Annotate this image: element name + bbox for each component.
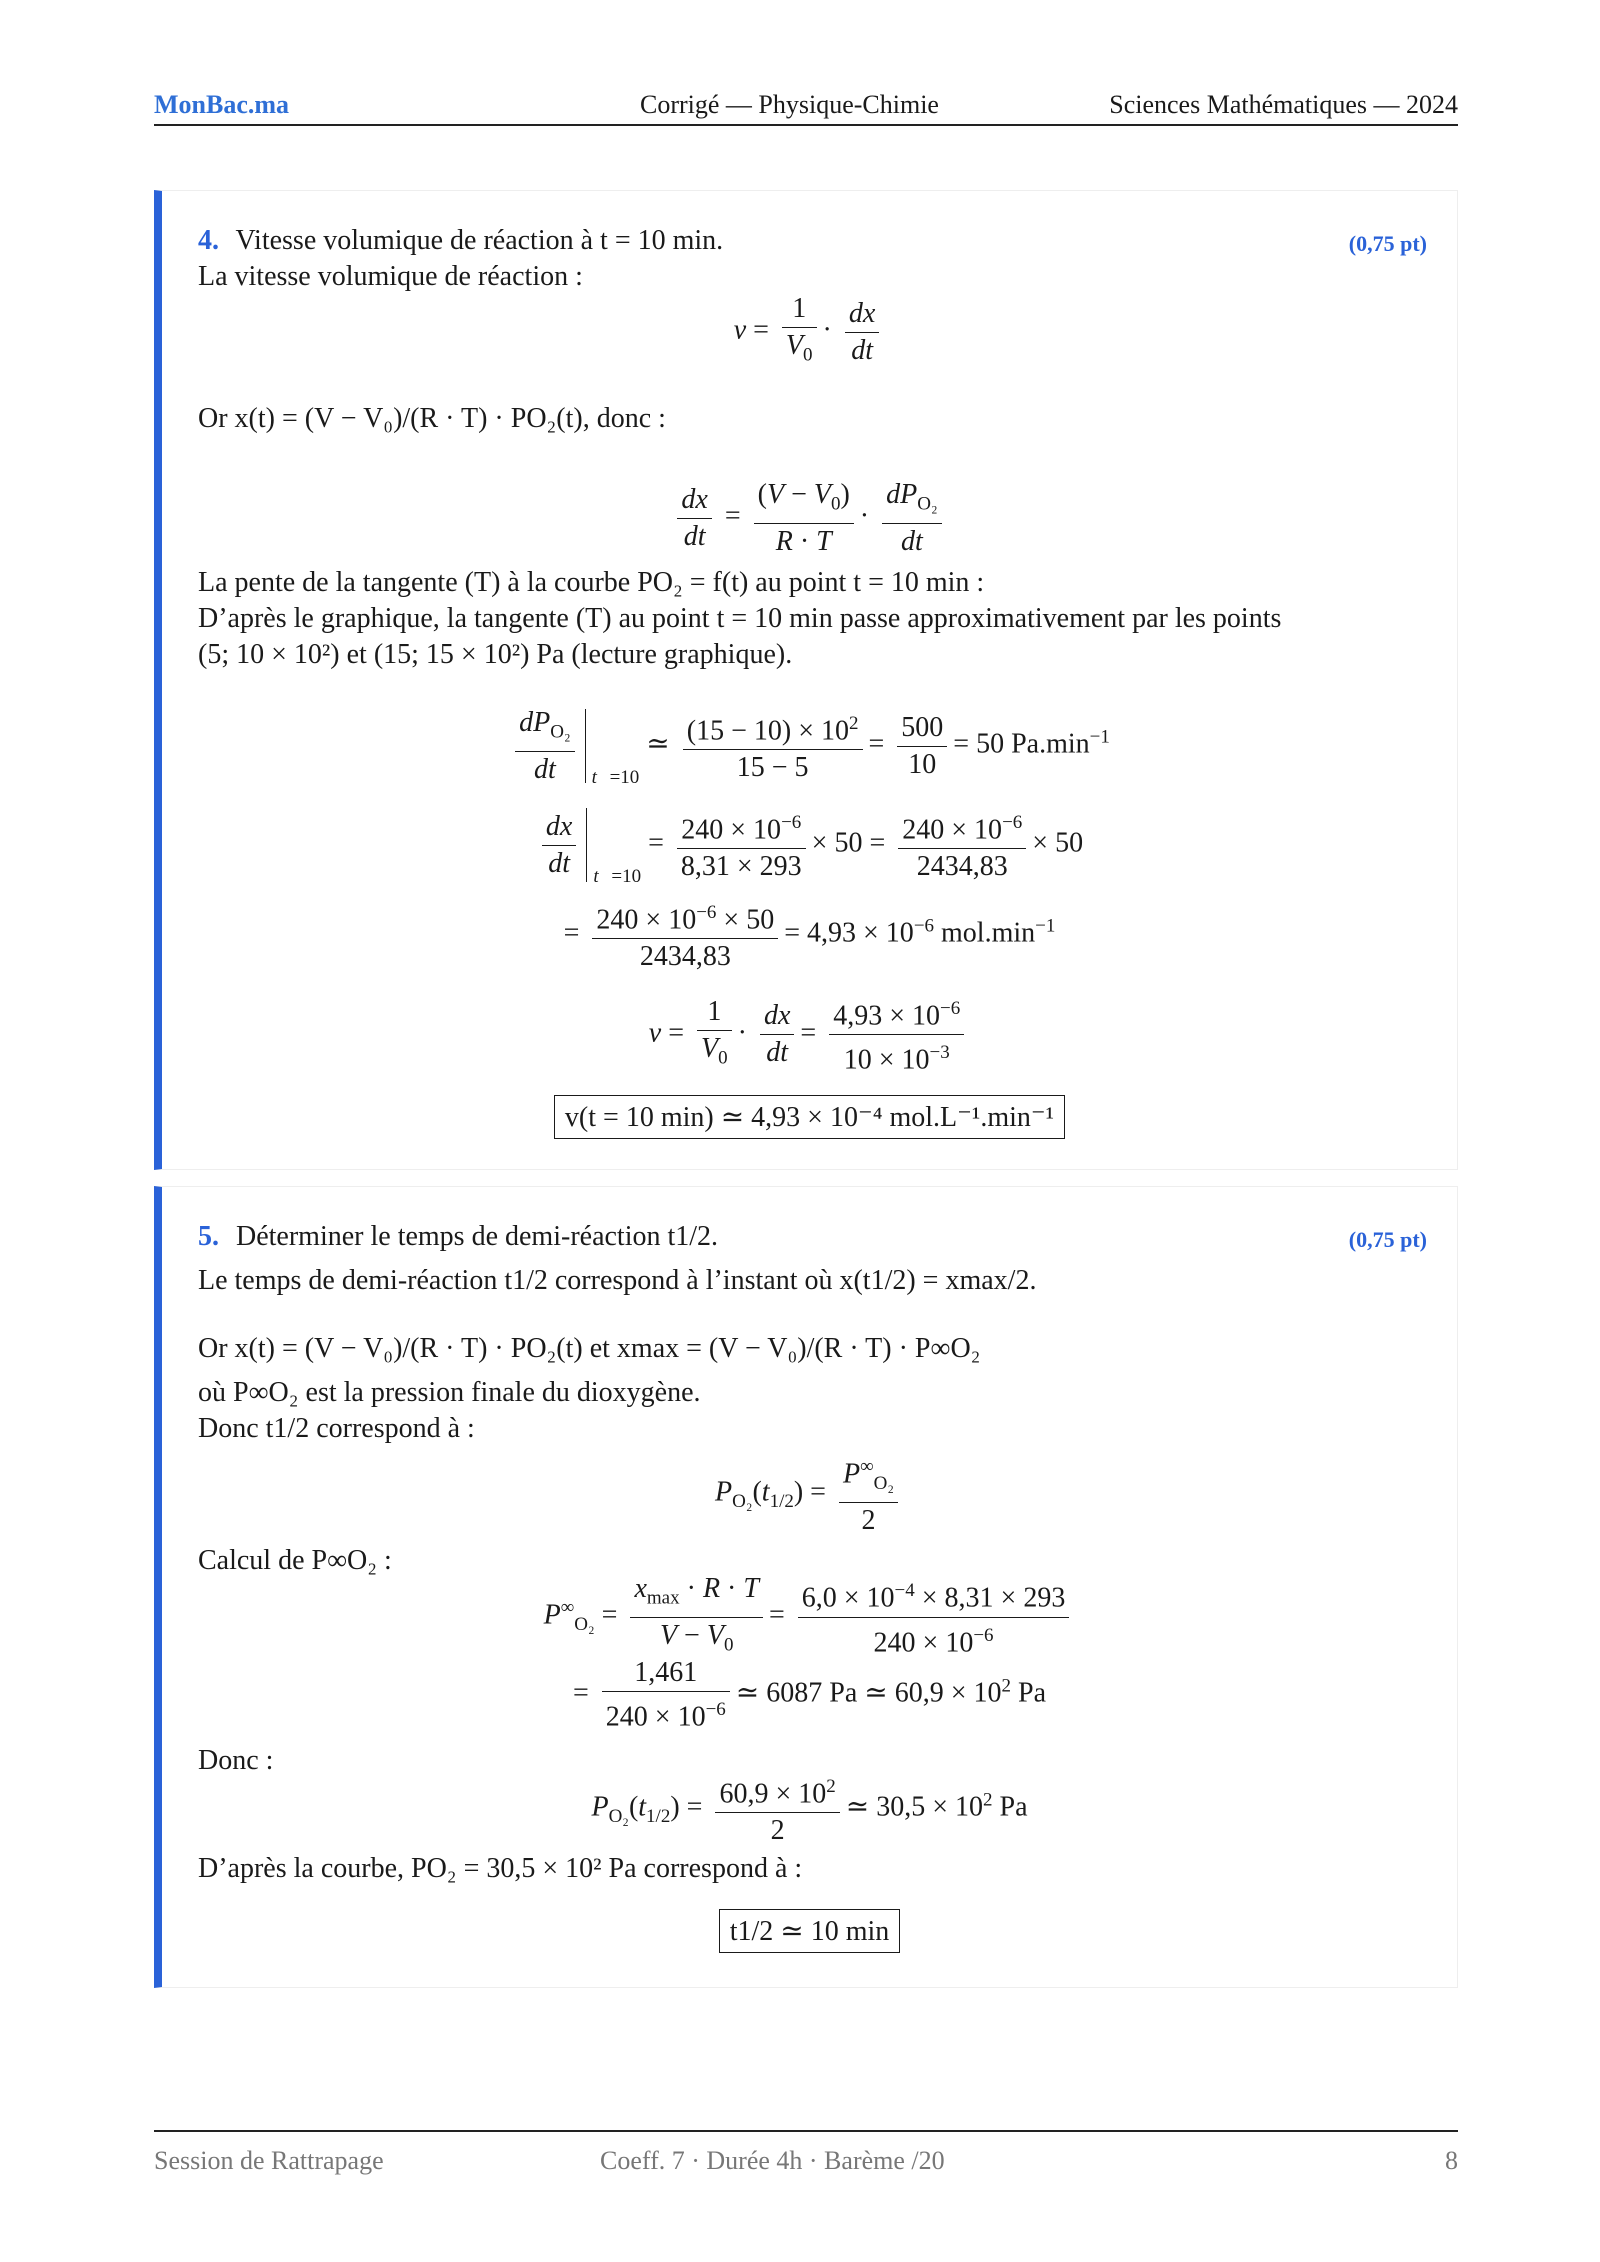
q5-eq-pinf-value: = $\frac{1,461}{240 \times 10^{-6}}$ ≃ 6087 Pa ≃ $60,9 \times 10^2$ Pa	[572, 1657, 1047, 1733]
q5-eq-half-value: $P_{O_2}(t_{1/2})$ = $\frac{60,9 \times 10^2}{2}$ ≃ $30,5 \times 10^2$ Pa	[162, 1769, 1457, 1849]
q4-points-badge: (0,75 pt)	[1348, 231, 1427, 256]
q4-graph-2: (5; 10 × 10²) et (15; 15 × 10²) Pa (lecture graphique).	[198, 639, 793, 670]
question-4-card	[154, 190, 1458, 1170]
q5-result: t1/2 ≃ 10 min	[719, 1909, 901, 1953]
q4-intro: La vitesse volumique de réaction :	[198, 261, 583, 292]
q5-title: Déterminer le temps de demi-réaction t1/2.	[236, 1221, 719, 1252]
q4-pente: La pente de la tangente (T) à la courbe PO₂ = f(t) au point t = 10 min :	[198, 567, 985, 598]
q5-eq-half: $P_{O_2}(t_{1/2})$ = $\frac{P^\infty_{O_2}}{2}$	[162, 1449, 1457, 1539]
q4-result: v(t = 10 min) ≃ 4,93 × 10⁻⁴ mol.L⁻¹.min⁻¹	[554, 1095, 1065, 1139]
q4-graph-1: D’après le graphique, la tangente (T) au point t = 10 min passe approximativement par les points	[198, 603, 1282, 634]
q5-number: 5.	[198, 1221, 219, 1252]
q4-eq-dxdt-value: = $\frac{240 \times 10^{-6} \times 50}{2434,83}$ = $4,93 \times 10^{-6}$ $mol.\min^{-1}$	[162, 895, 1457, 975]
q4-title: Vitesse volumique de réaction à t = 10 min.	[235, 225, 724, 256]
q4-number: 4.	[198, 225, 219, 256]
footer-info: Coeff. 7 · Durée 4h · Barème /20	[600, 2146, 945, 2175]
q4-eq-speed: v = $\frac{1}{V_0}$ · $\frac{dx}{dt}$	[162, 291, 1457, 374]
question-5-card	[154, 1186, 1458, 1988]
q5-line-4: Donc t1/2 correspond à :	[198, 1413, 475, 1444]
q4-eq-v: v = $\frac{1}{V_0}$ · $\frac{dx}{dt}$ = $\frac{4,93 \times 10^{-6}}{10 \times 10^{-3}}$	[162, 991, 1457, 1079]
q4-or-line: Or x(t) = (V − V₀)/(R · T) · PO₂(t), donc :	[198, 403, 666, 434]
q5-result-box	[162, 1909, 1457, 1953]
q4-result-box	[162, 1095, 1457, 1139]
q5-line-3: où P∞O₂ est la pression finale du dioxygène.	[198, 1377, 701, 1408]
q4-title-line	[198, 223, 1427, 259]
q5-courbe: D’après la courbe, PO₂ = 30,5 × 10² Pa correspond à :	[198, 1853, 803, 1884]
q5-points-badge: (0,75 pt)	[1348, 1227, 1427, 1252]
q5-donc: Donc :	[198, 1745, 274, 1776]
q4-eq-derivative: $\frac{dx}{dt}$ = $\frac{(V - V_0)}{R \cdot T}$ · $\frac{dP_{O_2}}{dt}$	[162, 477, 1457, 560]
page-number: 8	[1445, 2146, 1458, 2175]
page-footer	[154, 2130, 1458, 2175]
q5-calcul: Calcul de P∞O₂ :	[198, 1545, 392, 1576]
header-subject: Corrigé — Physique-Chimie	[640, 90, 939, 119]
q5-title-line	[198, 1219, 1427, 1255]
q5-line-1: Le temps de demi-réaction t1/2 correspond à l’instant où x(t1/2) = xmax/2.	[198, 1265, 1037, 1296]
q4-eq-slope: $\frac{dP_{O_2}}{dt}$ t $_{=10}$ ≃ $\frac{(15 - 10) \times 10^2}{15 - 5}$ = $\frac{500}{10}$ = 50 $Pa.\min^{-1}$	[162, 705, 1457, 789]
q5-line-2: Or x(t) = (V − V₀)/(R · T) · PO₂(t) et xmax = (V − V₀)/(R · T) · P∞O₂	[198, 1333, 981, 1364]
header-track: Sciences Mathématiques — 2024	[1109, 90, 1458, 119]
page-header	[154, 88, 1458, 126]
footer-session: Session de Rattrapage	[154, 2146, 384, 2175]
brand-logo[interactable]: MonBac.ma	[154, 90, 290, 119]
q5-eq-pinf: $P^\infty_{O_2}$ = $\frac{x_{max} \cdot R \cdot T}{V - V_0}$ = $\frac{6,0 \times 10^{-4} \times 8,31 \times 293}{240 \times 10^{-6}}$	[162, 1571, 1457, 1663]
q4-eq-dxdt: $\frac{dx}{dt}$ t $_{=10}$ = $\frac{240 \times 10^{-6}}{8,31 \times 293}$ × 50 = $\frac{240 \times 10^{-6}}{2434,83}$ × 50	[162, 805, 1457, 888]
